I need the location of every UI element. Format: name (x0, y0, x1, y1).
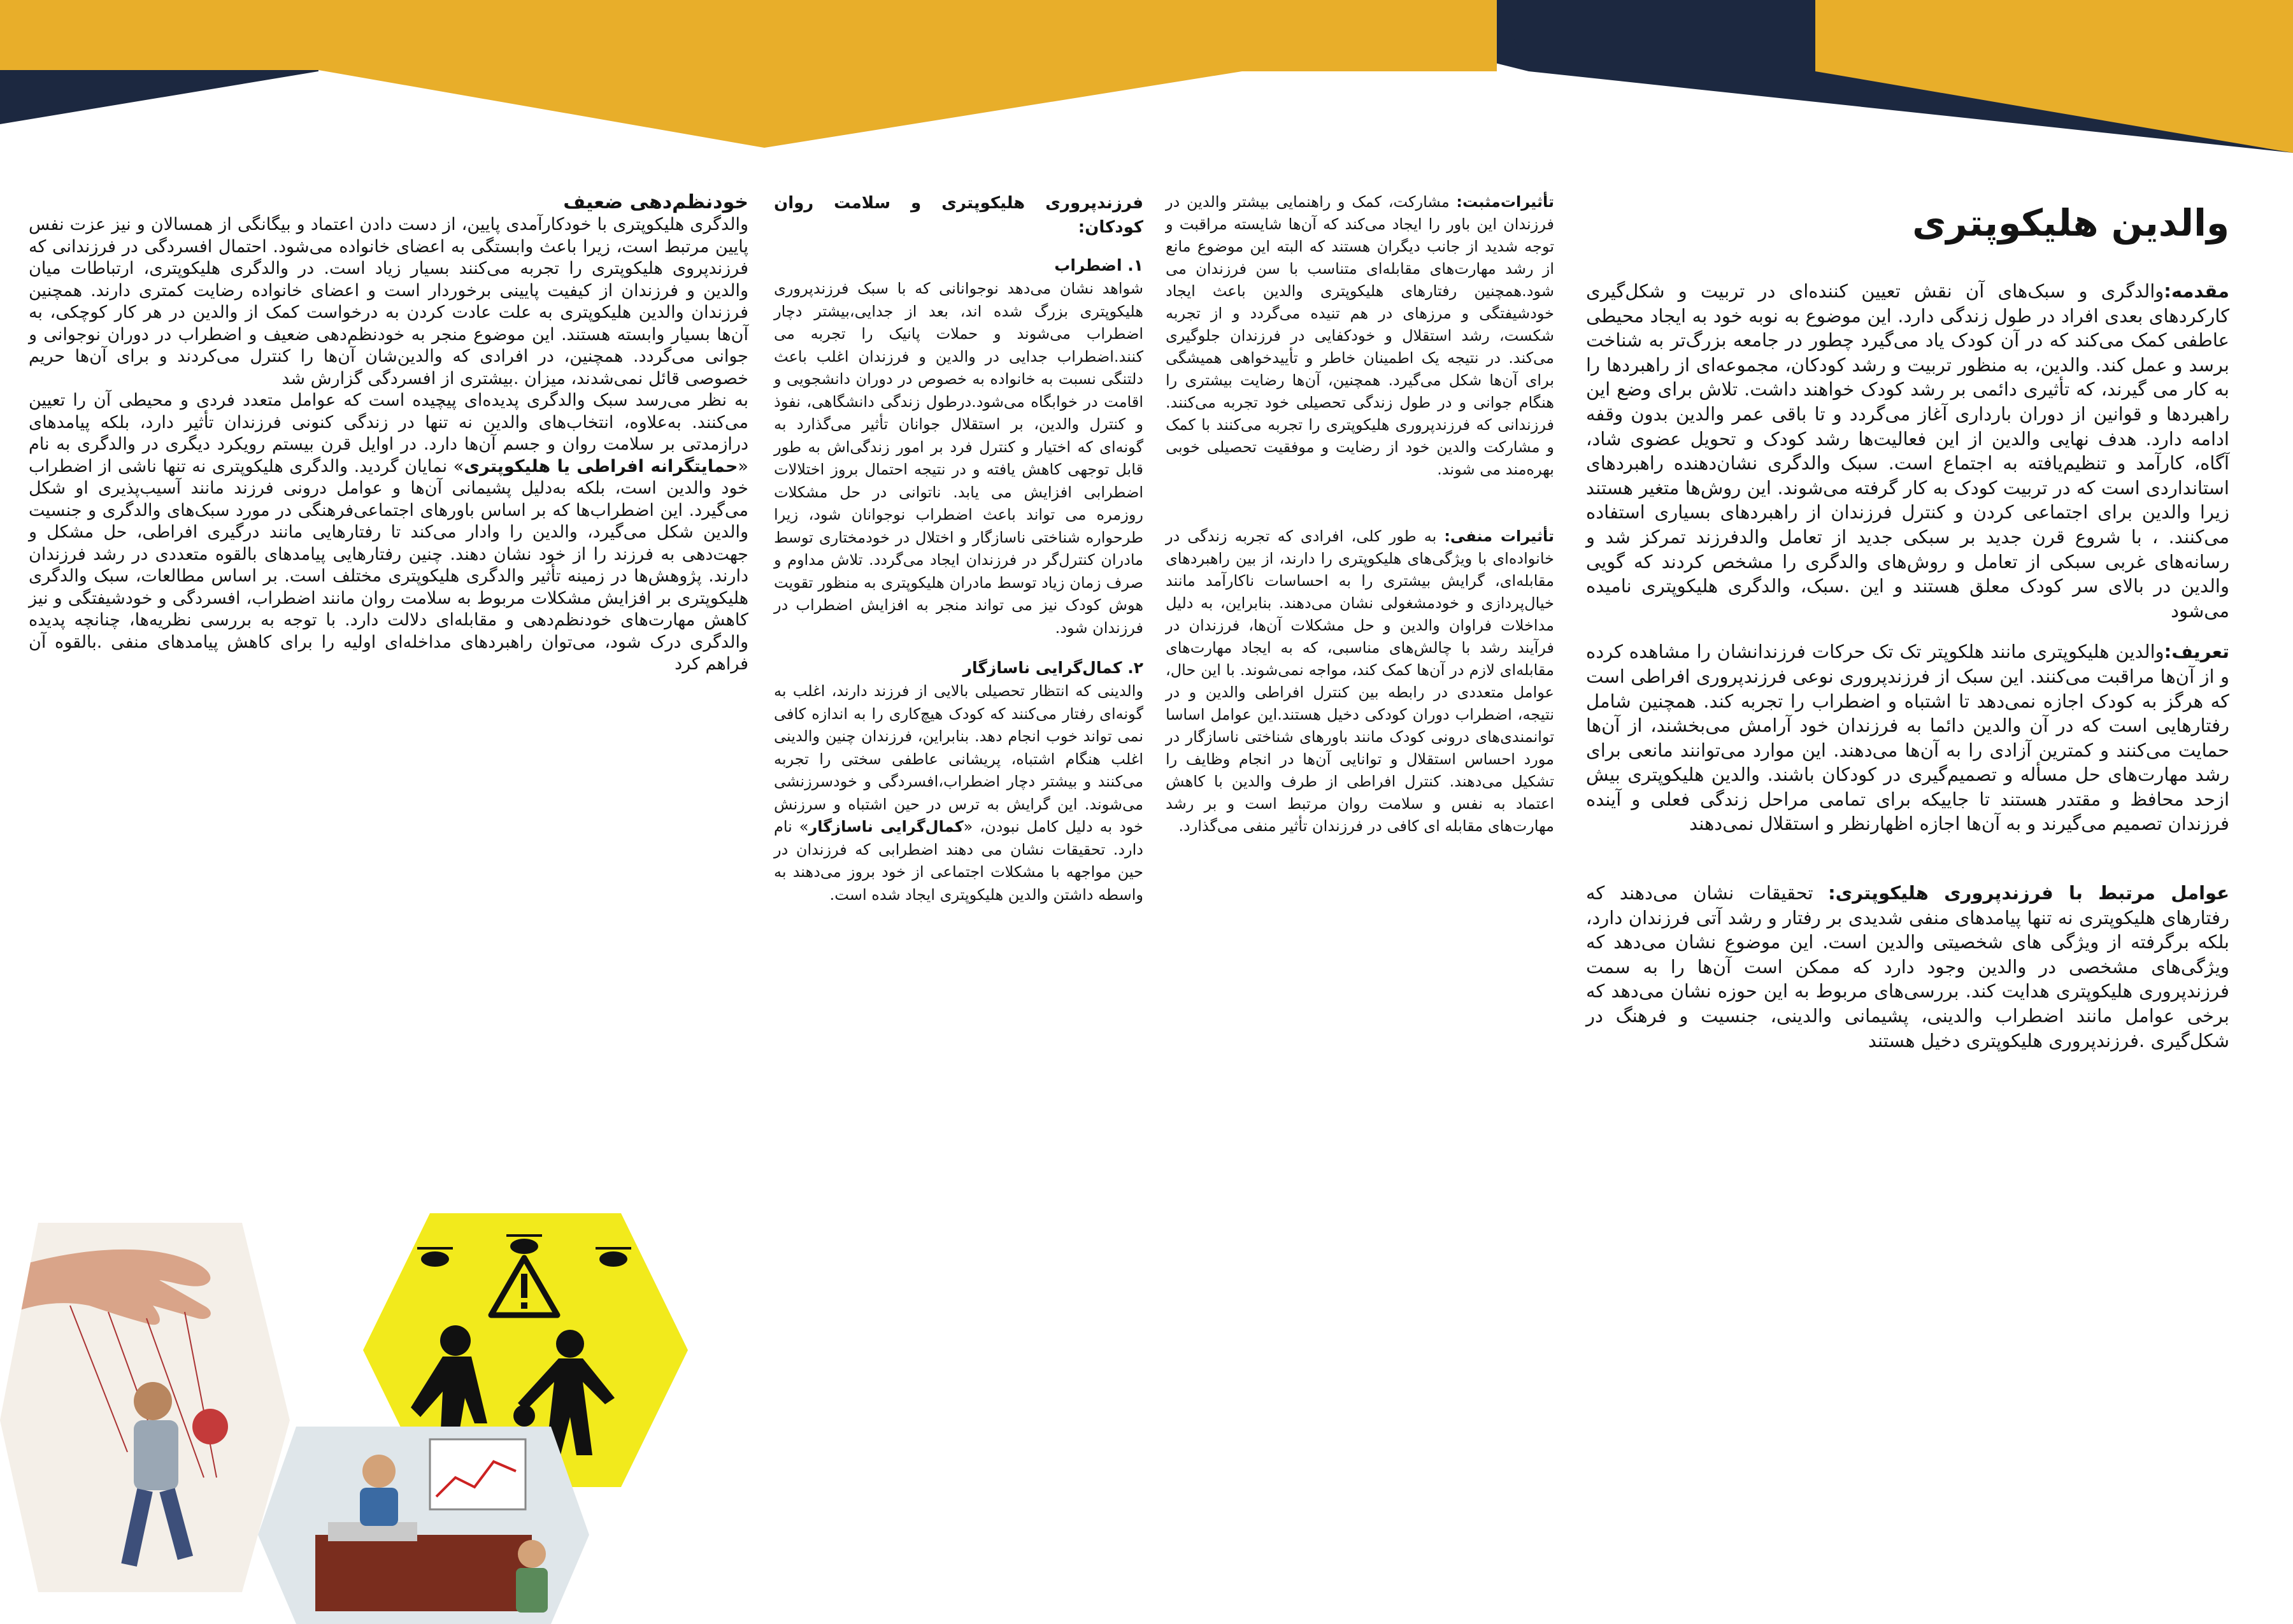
perfectionism-text-b: » نام دارد. تحقیقات نشان می دهند اضطرابی که فرزندان در حین مواجهه با مشکلات اجتماعی از خود بروز می‌دهند به واسطه داشتن والدین هلیکوپتری ایجاد شده است. (774, 818, 1143, 904)
puppet-illustration (0, 1210, 299, 1624)
anxiety-title: ۱. اضطراب (1054, 256, 1143, 274)
negative-effects-paragraph (1166, 525, 1554, 837)
factors-paragraph (1586, 881, 2229, 1053)
mental-health-title: فرزندپروری هلیکوپتری و سلامت روان کودکان: (774, 194, 1143, 237)
page-title: والدین هلیکوپتری (1912, 201, 2229, 245)
definition-paragraph (1586, 639, 2229, 836)
perfectionism-paragraph (774, 680, 1143, 906)
perfectionism-text-a: والدینی که انتظار تحصیلی بالایی از فرزند دارند، اغلب به گونه‌ای رفتار می‌کنند که کودک هیچ‌کاری را به اندازه کافی نمی تواند خوب انجام دهد. بنابراین، فرزندان چنین والدینی اغلب هنگام اشتباه، پریشانی عاطفی سختی را تجربه می‌کنند و بیشتر دچار اضطراب،افسردگی و خودسرزنشی می‌شوند. این گرایش به ترس در حین اشتباه و سرزنش خود به دلیل کامل نبودن، « (774, 682, 1143, 836)
self-regulation-para2 (29, 390, 748, 676)
factors-text: تحقیقات نشان می‌دهند که رفتارهای هلیکوپتری نه تنها پیامدهای منفی شدیدی بر رفتار و رشد آتی فرزندان دارد، بلکه برگرفته از ویژگی های شخصیتی والدین است. این موضوع نشان می‌دهد که ویژگی‌های مشخصی در والدین وجود دارد که ممکن است آن‌ها را به سمت فرزندپروری هلیکوپتری هدایت کند. بررسی‌های مربوط به این حوزه نشان می‌دهد که برخی عوامل مانند اضطراب والدینی، پشیمانی والدینی، جنسیت و فرهنگ در شکل‌گیری .فرزندپروری هلیکوپتری دخیل هستند (1586, 882, 2229, 1051)
top-banner (0, 0, 2293, 153)
column-self-regulation (29, 191, 748, 676)
column-mental-health (774, 191, 1143, 923)
para2-text-a: به نظر می‌رسد سبک والدگری پدیده‌ای پیچیده است که عوامل متعدد فردی و محیطی آن را تعیین می‌کنند. به‌علاوه، انتخاب‌های والدین نه تنها در زندگی کنونی فرزندان تأثیر دارد، بلکه پیامدهای درازمدتی بر سلامت روان و جسم آن‌ها دارد. در اوایل قرن بیستم رویکرد دیگری در والدگری به نام « (29, 390, 748, 476)
intro-text: والدگری و سبک‌های آن نقش تعیین کننده‌ای در تربیت و شکل‌گیری کارکردهای بعدی افراد در طول زندگی دارد. این موضوع به نوبه خود به ایجاد محیطی عاطفی کمک می‌کند که در آن کودک یاد می‌گیرد چطور در جامعه بزرگ‌تر به شناخت برسد و عمل کند. والدین، به منظور تربیت و رشد کودکان، مجموعه‌ای از راهبردها را به کار می گیرند، که تأثیری دائمی بر رشد کودک خواهند داشت. تلاش برای وضع این راهبردها و قوانین از دوران بارداری آغاز می‌گردد و تا باقی عمر والدین بدون وقفه ادامه دارد. هدف نهایی والدین از این فعالیت‌ها رشد کودک و تحویل عضوی شاد، آگاه، کارآمد و تنظیم‌یافته به اجتماع است. سبک والدگری نشان‌دهنده راهبردهای استانداردی است که در تربیت کودک به کار گرفته می‌شوند. این روش‌ها متغیر هستند زیرا والدین برای اجتماعی کردن و کنترل فرزندان از راهبردهای بسیاری استفاده می‌کنند. ، با شروع قرن جدید بر سبکی جدید از تعامل والدفرزند تمرکز شد و رسانه‌های غربی سبکی از تعامل و روش‌های والدگری را مشخص کردند که گویی والدین در بالای سر کودک معلق هستند و این .سبک، والدگری هلیکوپتری نامیده می‌شود (1586, 280, 2229, 622)
self-regulation-title: خودنظم‌دهی ضعیف (563, 191, 748, 213)
intro-paragraph (1586, 279, 2229, 623)
perfectionism-bold: کمال‌گرایی ناسازگار (808, 818, 964, 836)
para2-bold: حمایتگرانه افراطی یا هلیکوپتری (464, 456, 738, 476)
factors-label: عوامل مرتبط با فرزندپروری هلیکوپتری: (1828, 882, 2230, 904)
negative-effects-label: تأثیرات منفی: (1444, 527, 1554, 545)
self-regulation-para1: والدگری هلیکوپتری با خودکارآمدی پایین، از دست دادن اعتماد و بیگانگی از همسالان و نیز عزت نفس پایین مرتبط است، زیرا باعث وابستگی به اعضای خانواده می‌شود. احتمال افسردگی در فرزندانی که فرزندپروی هلیکوپتری را تجربه می‌کنند بسیار زیاد است. در والدگری هلیکوپتری، ارتباطات میان والدین و فرزندان از کیفیت پایینی برخوردار است و اعضای خانواده رضایت کمتری دارند. همچنین فرزندان والدین هلیکوپتری به علت عادت کردن به درخواست کمک از والدین در هر کار کوچکی، به آن‌ها بسیار وابسته هستند. این موضوع منجر به خودنظم‌دهی ضعیف و اضطراب در دوران نوجوانی و جوانی می‌گردد. همچنین، در افرادی که والدین‌شان آن‌ها را کنترل می‌کردند و برای آن‌ها حریم خصوصی قائل نمی‌شدند، میزان .بیشتری از افسردگی گزارش شد (29, 215, 748, 388)
definition-text: والدین هلیکوپتری مانند هلکوپتر تک تک حرکات فرزندانشان را مشاهده کرده و از آن‌ها مراقبت می‌کنند. این سبک از فرزندپروری نوعی فرزندپروری افراطی است که هرگز به کودک اجازه نمی‌دهد تا اشتباه و اضطراب را تجربه کند. همچنین شامل رفتارهایی است که در آن والدین دائما به فرزندان خود آرامش می‌بخشند، از آن‌ها حمایت می‌کنند و کمترین آزادی را به آن‌ها می‌دهند. این موارد می‌توانند مانعی برای رشد مهارت‌های حل مسأله و تصمیم‌گیری در کودکان باشند. والدین هلیکوپتری بیش ازحد محافظ و مقتدر هستند تا جاییکه برای تمامی مراحل زندگی فعلی و آینده فرزندان تصمیم می‌گیرند و به آن‌ها اجازه اظهارنظر و استقلال نمی‌دهند (1586, 641, 2229, 835)
perfectionism-title: ۲. کمال‌گرایی ناسازگار (962, 659, 1143, 677)
para2-text-b: » نمایان گردید. والدگری هلیکوپتری نه تنها ناشی از اضطراب خود والدین است، بلکه به‌دلیل پشیمانی آن‌ها و عوامل درونی فرزند مانند آسیب‌پذیری او شکل می‌گیرد. این اضطراب‌ها که بر اساس باورهای اجتماعی‌فرهنگی در مورد سبک‌های والدگری و جنسیت والدین شکل می‌گیرد، والدین را وادار می‌کند تا رفتارهایی مانند درگیری افراطی، حل مشکل و جهت‌دهی به فرزند را از خود نشان دهند. چنین رفتارهایی پیامدهای بالقوه متعددی در رشد فرزندان دارند. پژوهش‌ها در زمینه تأثیر والدگری هلیکوپتری مختلف است. بر اساس مطالعات، سبک والدگری هلیکوپتری بر افزایش مشکلات مربوط به سلامت روان مانند اضطراب، افسردگی و خودشیفتگی و نیز کاهش مهارت‌های خودنظم‌دهی و مقابله‌ای دلالت دارد. با توجه به بررسی نظریه‌ها، چنانچه پدیده والدگری درک شود، می‌توان راهبردهای مداخله‌ای اولیه را برای کاهش پیامدهای منفی .بالقوه آن فراهم کرد (29, 456, 748, 674)
chart-board-icon (430, 1439, 525, 1509)
column-effects (1166, 191, 1554, 854)
negative-effects-text: به طور کلی، افرادی که تجربه زندگی در خانواده‌ای با ویژگی‌های هلیکوپتری را دارند، از بین راهبردهای مقابله‌ای، گرایش بیشتری را به احساسات ناکارآمد مانند خیال‌پردازی و خودمشغولی نشان می‌دهند. بنابراین، به دلیل مداخلات فراوان والدین و حل مشکلات آن‌ها، فرزندان در فرآیند رشد با چالش‌های مناسبی، که به ایجاد مهارت‌های مقابله‌ای لازم در آن‌ها کمک کند، مواجه نمی‌شوند. با این حال، عوامل متعددی در رابطه بین کنترل افراطی والدین و در نتیجه، اضطراب دوران کودکی دخیل هستند.این عوامل اساسا توانمندی‌های درونی کودک مانند باورهای شناختی ناسازگار در مورد احساس استقلال و توانایی آن‌ها در انجام وظایف را تشکیل می‌دهند. کنترل افراطی از طرف والدین با کاهش اعتماد به نفس و سلامت روان مرتبط است و بر رشد مهارت‌های مقابله ای کافی در فرزندان تأثیر منفی می‌گذارد. (1166, 527, 1554, 835)
positive-effects-paragraph (1166, 191, 1554, 481)
positive-effects-label: تأثیرات‌مثبت: (1456, 193, 1554, 211)
intro-label: مقدمه: (2164, 280, 2229, 302)
column-intro (1586, 191, 2229, 1069)
anxiety-text: شواهد نشان می‌دهد نوجوانانی که با سبک فرزندپروری هلیکوپتری بزرگ شده اند، بعد از جدایی،بیشتر دچار اضطراب می‌شوند و حملات پانیک را تجربه می کنند.اضطراب جدایی در والدین و فرزندان اغلب باعث دلتنگی نسبت به خانواده به خصوص در دوران دانشجویی و اقامت در خوابگاه می‌شود.درطول زندگی دانشگاهی، نفوذ و کنترل والدین، بر استقلال جوانان تأثیر می‌گذارد به گونه‌ای که اختیار و کنترل فرد بر امور زندگی‌اش به طور قابل توجهی کاهش یافته و در نتیجه احتمال بروز اختلالات اضطرابی افزایش می یابد. ناتوانی در حل مشکلات روزمره می تواند باعث اضطراب نوجوانان شود، زیرا طرحواره شناختی ناسازگار و اختلال در خودمختاری توسط مادران کنترل‌گر در فرزندان ایجاد می‌گردد. تلاش مداوم و صرف زمان زیاد توسط مادران هلیکوپتری به منظور تقویت هوش کودک نیز می تواند منجر به افزایش اضطراب در فرزندان شود. (774, 280, 1143, 637)
person-icon (362, 1455, 396, 1488)
office-scene-illustration (258, 1427, 589, 1624)
definition-label: تعریف: (2164, 641, 2229, 663)
positive-effects-text: مشارکت، کمک و راهنمایی بیشتر والدین در فرزندان این باور را ایجاد می‌کند که آن‌ها شایسته مراقبت و توجه شدید از جانب دیگران هستند که البته این موضوع مانع از رشد مهارت‌های مقابله‌ای متناسب با سن فرزندان می شود.همچنین رفتارهای هلیکوپتری والدین باعث ایجاد خودشیفتگی و مرزهای در هم تنیده می‌گردد و از تجربه شکست، رشد استقلال و خودکفایی در فرزندان جلوگیری می‌کند. در نتیجه یک اطمینان خاطر و تأییدخواهی همیشگی برای آن‌ها شکل می‌گیرد. همچنین، آن‌ها رضایت بیشتری را هنگام جوانی و در طول زندگی تحصیلی خود تجربه می‌کنند. فرزندانی که فرزندپروری هلیکوپتری را تجربه می‌کنند با کمک و مشارکت والدین خود از رضایت و موفقیت تحصیلی خوبی بهره‌مند می شوند. (1166, 193, 1554, 478)
